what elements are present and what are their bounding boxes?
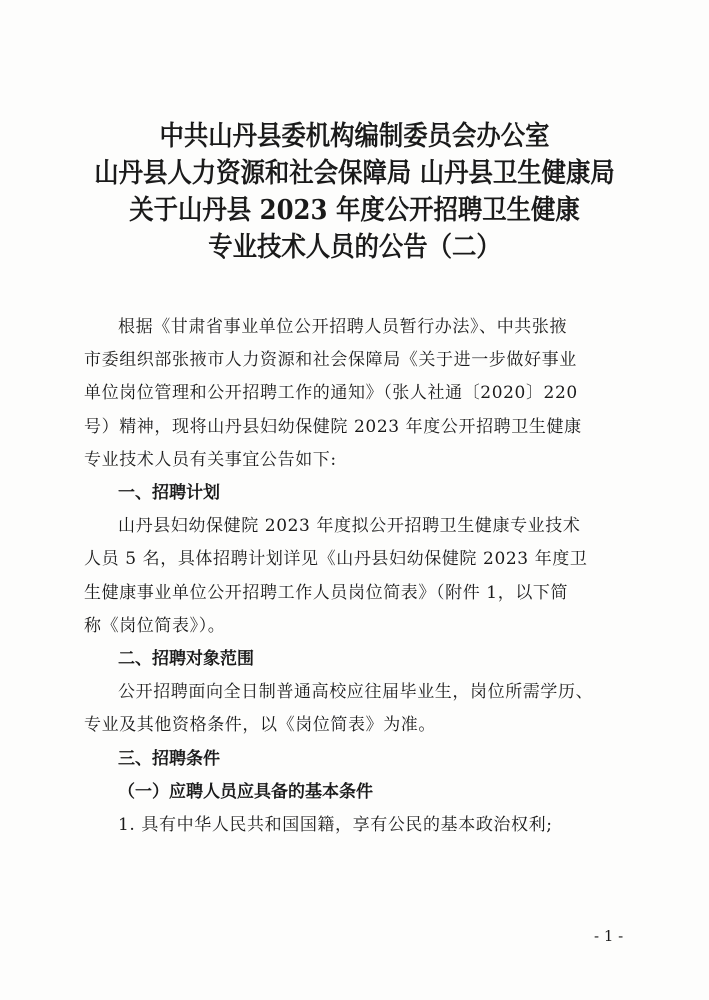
plan-line-3: 生健康事业单位公开招聘工作人员岗位简表》（附件 1，以下简	[84, 582, 569, 603]
recruitment-scope-paragraph	[84, 676, 630, 742]
intro-line-2: 市委组织部张掖市人力资源和社会保障局《关于进一步做好事业	[84, 350, 577, 371]
title-line-1: 中共山丹县委机构编制委员会办公室	[159, 121, 550, 152]
title-line-2: 山丹县人力资源和社会保障局 山丹县卫生健康局	[94, 158, 615, 189]
scope-line-2: 专业及其他资格条件，以《岗位简表》为准。	[84, 715, 436, 736]
intro-line-3: 单位岗位管理和公开招聘工作的通知》（张人社通〔2020〕220	[84, 383, 578, 404]
title-line-4: 专业技术人员的公告（二）	[208, 232, 501, 263]
section-heading-recruitment-scope: 二、招聘对象范围	[118, 649, 254, 670]
conditions-paragraph	[84, 809, 630, 842]
document-body	[84, 311, 630, 842]
page-number: - 1 -	[594, 927, 624, 945]
title-line-3: 关于山丹县 2023 年度公开招聘卫生健康	[129, 195, 580, 226]
section-heading-recruitment-plan: 一、招聘计划	[118, 483, 220, 504]
subheading-basic-conditions: （一）应聘人员应具备的基本条件	[118, 781, 373, 802]
plan-line-4: 称《岗位简表》）。	[84, 615, 226, 636]
condition-line-1: 1. 具有中华人民共和国国籍，享有公民的基本政治权利;	[118, 815, 553, 836]
section-heading-recruitment-conditions: 三、招聘条件	[118, 748, 220, 769]
plan-line-2: 人员 5 名，具体招聘计划详见《山丹县妇幼保健院 2023 年度卫	[84, 549, 588, 570]
intro-line-1: 根据《甘肃省事业单位公开招聘人员暂行办法》、中共张掖	[118, 317, 568, 337]
recruitment-plan-paragraph	[84, 510, 630, 643]
plan-line-1: 山丹县妇幼保健院 2023 年度拟公开招聘卫生健康专业技术	[118, 516, 581, 537]
document-title	[0, 118, 709, 266]
intro-line-5: 专业技术人员有关事宜公告如下:	[84, 449, 337, 470]
scope-line-1: 公开招聘面向全日制普通高校应往届毕业生，岗位所需学历、	[118, 682, 594, 703]
intro-line-4: 号）精神，现将山丹县妇幼保健院 2023 年度公开招聘卫生健康	[84, 416, 582, 437]
intro-paragraph	[84, 311, 630, 477]
